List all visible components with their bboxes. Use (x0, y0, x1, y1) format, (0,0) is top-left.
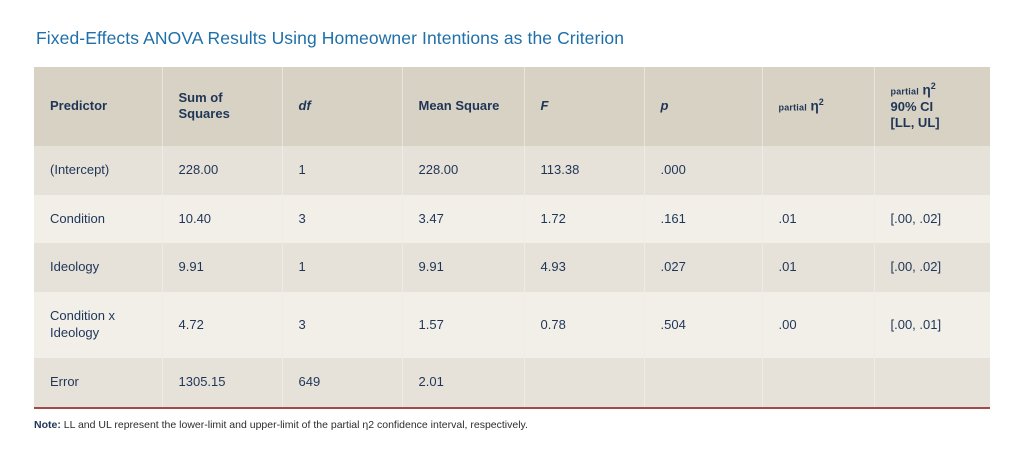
table-row (34, 243, 990, 292)
cell-p: .504 (644, 292, 762, 358)
cell-predictor: Error (34, 358, 162, 407)
ci-header-line1 (891, 81, 975, 99)
cell-ci: [.00, .01] (874, 292, 990, 358)
column-header-df-label: df (298, 98, 311, 114)
cell-p: .027 (644, 243, 762, 292)
cell-f: 4.93 (524, 243, 644, 292)
ci-header-line3: [LL, UL] (890, 115, 940, 131)
table-row (34, 292, 990, 358)
cell-partial-eta2 (762, 146, 874, 195)
cell-ci (874, 146, 990, 195)
cell-sum-of-squares: 10.40 (162, 195, 282, 244)
cell-df: 1 (282, 146, 402, 195)
cell-predictor: Condition x Ideology (34, 292, 162, 358)
column-header-partial-eta-squared-ci (874, 67, 990, 146)
cell-ci: [.00, .02] (874, 195, 990, 244)
table-row (34, 146, 990, 195)
cell-sum-of-squares: 228.00 (162, 146, 282, 195)
cell-partial-eta2: .00 (762, 292, 874, 358)
cell-df: 1 (282, 243, 402, 292)
anova-results-table (34, 67, 990, 407)
cell-ci: [.00, .02] (874, 243, 990, 292)
column-header-predictor (34, 67, 162, 146)
column-header-f-label: F (540, 98, 549, 114)
column-header-mean-square (402, 67, 524, 146)
eta-exponent: 2 (930, 81, 936, 91)
note-divider (34, 407, 990, 409)
table-row (34, 195, 990, 244)
cell-mean-square: 9.91 (402, 243, 524, 292)
cell-f: 113.38 (524, 146, 644, 195)
cell-f (524, 358, 644, 407)
column-header-f (524, 67, 644, 146)
eta-glyph: η (810, 98, 819, 114)
column-header-sum-of-squares-label: Sum of Squares (178, 90, 230, 122)
ci-header-line2: 90% CI (890, 99, 934, 115)
column-header-mean-square-label: Mean Square (418, 98, 500, 114)
cell-f: 1.72 (524, 195, 644, 244)
column-header-p (644, 67, 762, 146)
note-text: LL and UL represent the lower-limit and upper-limit of the partial η2 confidence interval, respectively. (60, 418, 528, 431)
column-header-partial-eta-squared (762, 67, 874, 146)
cell-partial-eta2 (762, 358, 874, 407)
cell-partial-eta2: .01 (762, 243, 874, 292)
cell-sum-of-squares: 1305.15 (162, 358, 282, 407)
cell-mean-square: 3.47 (402, 195, 524, 244)
eta-exponent: 2 (818, 97, 824, 108)
cell-p: .000 (644, 146, 762, 195)
cell-df: 649 (282, 358, 402, 407)
cell-sum-of-squares: 9.91 (162, 243, 282, 292)
cell-mean-square: 228.00 (402, 146, 524, 195)
cell-mean-square: 1.57 (402, 292, 524, 358)
table-body (34, 146, 990, 407)
cell-predictor: (Intercept) (34, 146, 162, 195)
column-header-sum-of-squares (162, 67, 282, 146)
table-row (34, 358, 990, 407)
partial-label: partial (890, 86, 919, 97)
cell-sum-of-squares: 4.72 (162, 292, 282, 358)
cell-f: 0.78 (524, 292, 644, 358)
cell-ci (874, 358, 990, 407)
cell-mean-square: 2.01 (402, 358, 524, 407)
cell-predictor: Ideology (34, 243, 162, 292)
column-header-predictor-label: Predictor (50, 98, 108, 114)
page-title: Fixed-Effects ANOVA Results Using Homeowner Intentions as the Criterion (36, 28, 625, 48)
cell-p: .161 (644, 195, 762, 244)
table-header-row (34, 67, 990, 146)
table-note (34, 418, 990, 432)
column-header-df (282, 67, 402, 146)
cell-p (644, 358, 762, 407)
cell-df: 3 (282, 195, 402, 244)
cell-df: 3 (282, 292, 402, 358)
partial-label: partial (778, 102, 807, 113)
column-header-p-label: p (660, 98, 669, 114)
eta-glyph: η (922, 82, 931, 98)
cell-partial-eta2: .01 (762, 195, 874, 244)
cell-predictor: Condition (34, 195, 162, 244)
note-label: Note: (34, 418, 61, 431)
table-header (34, 67, 990, 146)
